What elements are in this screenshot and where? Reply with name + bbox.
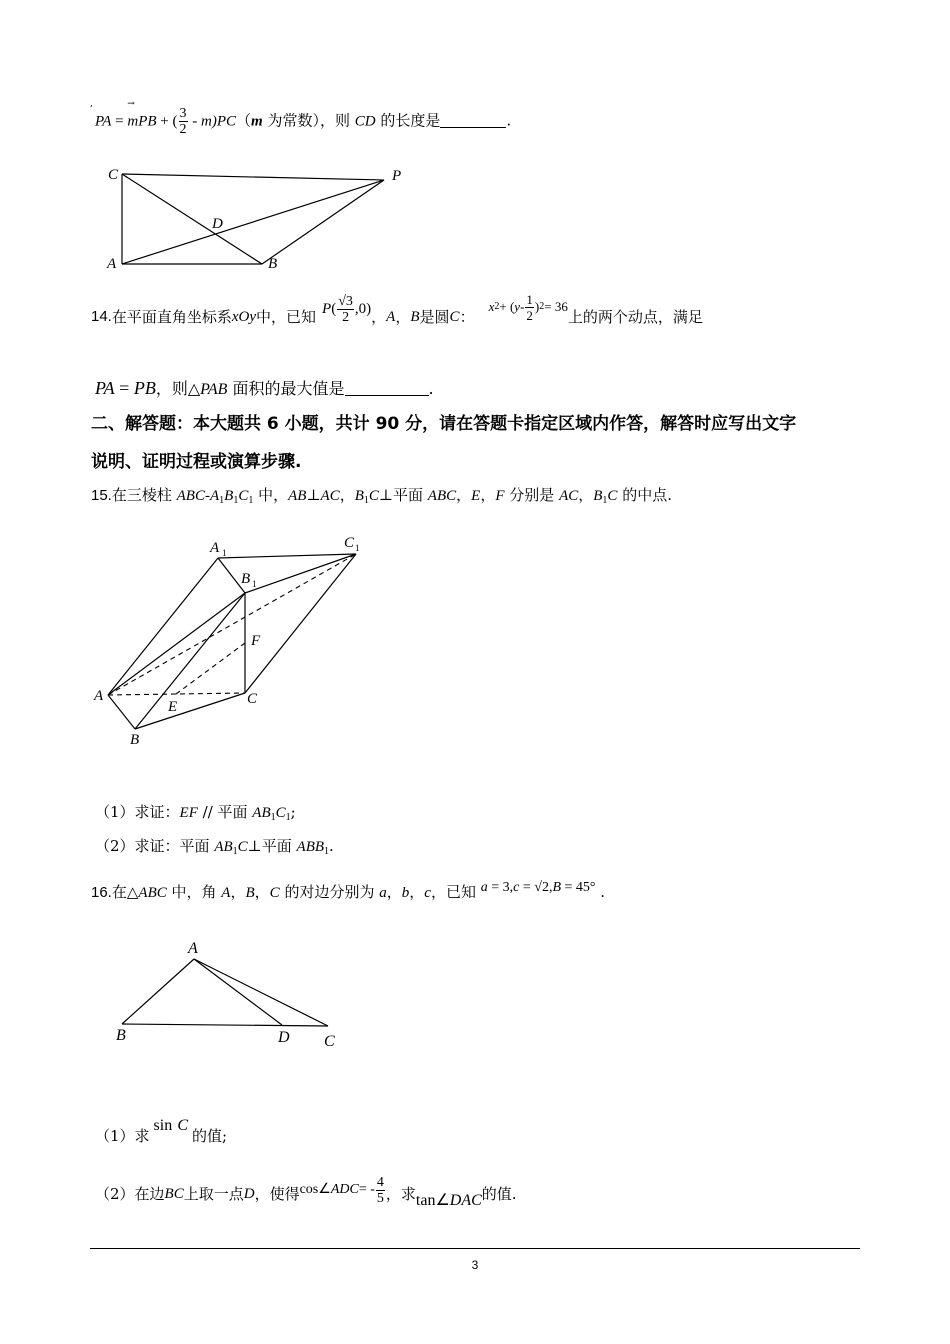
sin: sin	[153, 1117, 173, 1134]
period: .	[428, 379, 434, 398]
colon: ：	[459, 308, 475, 326]
frac-den: 2	[342, 309, 350, 325]
vector-pb: PB	[138, 113, 157, 130]
edge-a1c1	[218, 554, 356, 558]
q16-stem	[91, 882, 605, 904]
q14-text: ，则△	[155, 379, 201, 398]
vector-pc: PC	[216, 113, 237, 130]
q15-text: 中，	[253, 486, 289, 504]
perp-plane: ⊥平面	[378, 486, 428, 504]
side-c: c	[424, 885, 431, 901]
label-a1: A	[210, 540, 220, 556]
circle-equation	[489, 292, 568, 323]
frac-num: √3	[338, 293, 353, 309]
var-m: m	[127, 113, 139, 130]
paren-open: （	[236, 111, 252, 130]
eq: = -	[358, 1182, 375, 1197]
q14-text: 是圆	[419, 308, 450, 326]
cond-text: 为常数），则	[262, 111, 355, 130]
answer-blank[interactable]	[345, 381, 429, 396]
label-e: E	[168, 699, 178, 715]
sq: 2	[494, 301, 500, 312]
edge-bc	[135, 693, 245, 729]
sub: 1	[232, 846, 238, 857]
period: .	[600, 883, 606, 901]
y: y	[514, 299, 521, 314]
q16-part1	[95, 1112, 227, 1146]
label-a1-sub: 1	[222, 548, 227, 558]
label-d: D	[278, 1029, 290, 1046]
paren: (	[331, 301, 337, 317]
q15-text: 的中点.	[617, 486, 672, 504]
q16-text: 的对边分别为	[279, 883, 380, 901]
d: D	[243, 1186, 255, 1202]
edge-ab	[108, 695, 135, 729]
q14-text: 在平面直角坐标系	[111, 308, 232, 326]
period: .	[329, 837, 334, 855]
ac: AC	[559, 488, 579, 504]
b: B	[354, 488, 364, 504]
comma: ，	[456, 486, 472, 504]
abc: ABC	[427, 488, 457, 504]
frac-num: 4	[376, 1174, 384, 1190]
segment-ad	[194, 959, 282, 1025]
comma: ，	[371, 308, 387, 326]
fraction-sqrt3-2	[337, 294, 354, 325]
semicolon: ;	[290, 803, 296, 821]
part-label: （2）求证：平面	[95, 837, 215, 855]
label-c: C	[108, 167, 119, 183]
q16-text: ，求	[385, 1185, 416, 1203]
q15-text: 分别是	[504, 486, 560, 504]
b: B	[224, 488, 234, 504]
part-label: （1）求	[95, 1127, 150, 1145]
sub: 1	[285, 812, 291, 823]
point-b: B	[410, 309, 420, 325]
vector-arrow-marks: , →	[90, 99, 135, 109]
q16-text: 上取一点	[183, 1185, 244, 1203]
paren-close: )	[534, 299, 540, 314]
abb: ABB	[296, 839, 325, 855]
plus: + (	[156, 113, 178, 130]
section-heading-line1: 二、解答题：本大题共 6 小题，共计 90 分，请在答题卡指定区域内作答，解答时应写出文字	[91, 414, 797, 434]
ef: EF	[179, 805, 198, 821]
segment-cb	[122, 174, 262, 264]
equals: =	[111, 113, 128, 130]
q16-text: 中，角	[166, 883, 222, 901]
fraction-1-2	[525, 292, 534, 323]
ab: AB	[288, 488, 307, 504]
question-number: 16.	[91, 884, 112, 901]
comma: ，	[230, 883, 246, 901]
sub: 1	[233, 495, 239, 506]
q13-tail: 的长度是	[375, 111, 441, 130]
comma: ，	[480, 486, 496, 504]
q15-stem	[91, 485, 672, 511]
pb: PB	[133, 378, 156, 398]
prism: ABC-A	[176, 488, 220, 504]
label-c: C	[324, 1033, 335, 1050]
figure-triangle-abc	[110, 935, 360, 1055]
label-a: A	[188, 940, 198, 957]
label-f: F	[251, 633, 261, 649]
a: A	[221, 885, 231, 901]
abc: ABC	[138, 885, 167, 901]
circle-c: C	[449, 309, 460, 325]
frac-den: 5	[376, 1190, 384, 1206]
label-c: C	[247, 691, 258, 707]
b: B	[245, 885, 255, 901]
part-label: （2）在边	[95, 1185, 165, 1203]
minus-m: - m)	[188, 113, 217, 130]
edge-ab1	[108, 593, 245, 695]
c: C	[275, 805, 286, 821]
section-heading-line2: 说明、证明过程或演算步骤.	[91, 452, 302, 472]
footer-rule	[90, 1248, 860, 1249]
period: .	[506, 111, 512, 130]
q16-part2	[95, 1172, 517, 1216]
vector-pa: PA	[95, 113, 112, 130]
point-p	[322, 294, 371, 325]
edge-aa1	[108, 558, 218, 695]
comma: ，	[578, 486, 594, 504]
segment-bp	[262, 180, 384, 264]
rhs: = 36	[544, 299, 568, 314]
e: E	[471, 488, 481, 504]
bc: BC	[164, 1186, 184, 1202]
side-b: b	[401, 885, 410, 901]
c: C	[607, 488, 618, 504]
tan-dac	[416, 1190, 482, 1211]
ac: AC	[320, 488, 340, 504]
plus: + (	[499, 299, 515, 314]
q14-text: 上的两个动点，满足	[567, 308, 703, 326]
c: C	[269, 885, 280, 901]
frac-den: 2	[179, 122, 187, 137]
cos: cos∠	[299, 1182, 331, 1197]
side-bc	[122, 1024, 328, 1026]
ab: AB	[252, 805, 271, 821]
cond-m: m	[251, 113, 263, 130]
q13-line	[90, 99, 512, 137]
f: F	[495, 488, 505, 504]
edge-ac1-hidden	[108, 554, 356, 695]
segment-cp	[122, 174, 384, 180]
q14-line2	[95, 378, 434, 400]
q16-text: 的值.	[481, 1185, 517, 1203]
q14-line1	[91, 292, 703, 342]
p: P	[322, 301, 332, 317]
b: B	[593, 488, 603, 504]
q16-text: 的值;	[191, 1127, 228, 1145]
point-a: A	[386, 309, 396, 325]
perp: ⊥	[306, 486, 321, 504]
sub: 1	[363, 495, 369, 506]
sub: 1	[602, 495, 608, 506]
tan: tan∠	[415, 1191, 450, 1209]
triangle-pab: PAB	[200, 381, 228, 398]
label-d: D	[212, 216, 223, 232]
segment-cd: CD	[354, 113, 376, 130]
equals: =	[114, 378, 134, 398]
label-b: B	[268, 256, 278, 272]
label-b: B	[130, 732, 140, 748]
c: C	[177, 1117, 188, 1134]
page-number: 3	[471, 1258, 479, 1272]
c: c	[513, 880, 520, 895]
edge-bb1	[135, 593, 245, 729]
perp-plane: ⊥平面	[247, 837, 297, 855]
sin-c	[154, 1115, 188, 1136]
q15-part1	[95, 802, 296, 828]
sub: 1	[248, 495, 254, 506]
comma: ，	[339, 486, 355, 504]
c: C	[237, 839, 248, 855]
label-a: A	[107, 256, 117, 272]
dac: DAC	[449, 1191, 482, 1209]
a: a	[480, 880, 488, 895]
q16-text: 在△	[111, 883, 139, 901]
side-ac	[194, 959, 328, 1026]
pa: PA	[95, 378, 115, 398]
label-p: P	[392, 168, 402, 184]
minus: -	[520, 299, 525, 314]
edge-cc1	[245, 554, 356, 693]
label-b1-sub: 1	[252, 579, 257, 589]
q14-text: 中，已知	[256, 308, 317, 326]
comma: ，	[395, 308, 411, 326]
eq: = √2,	[519, 880, 553, 895]
figure-quadrilateral-cpba	[100, 160, 420, 280]
comma: ，	[409, 883, 425, 901]
coord-xoy: xOy	[231, 309, 257, 325]
eq: = 3,	[487, 880, 514, 895]
adc: ADC	[330, 1182, 359, 1197]
c: C	[368, 488, 379, 504]
side-a: a	[379, 885, 387, 901]
side-ab	[122, 959, 194, 1024]
label-b: B	[116, 1027, 126, 1044]
fraction-4-5	[376, 1175, 385, 1206]
sub: 1	[219, 495, 225, 506]
ab: AB	[214, 839, 233, 855]
label-c1: C	[344, 535, 355, 551]
fraction-3-2	[179, 106, 188, 137]
frac-num: 3	[179, 106, 187, 121]
label-b1: B	[241, 571, 251, 587]
given-values	[481, 879, 596, 895]
frac-num: 1	[526, 291, 533, 307]
q15-part2	[95, 836, 334, 862]
x: x	[488, 299, 495, 314]
segment-ap	[122, 180, 384, 264]
label-c1-sub: 1	[355, 543, 360, 553]
question-number: 15.	[91, 487, 112, 504]
sq: 2	[539, 301, 545, 312]
sub: 1	[324, 846, 330, 857]
label-a: A	[94, 688, 104, 704]
part-label: （1）求证：	[95, 803, 180, 821]
question-number: 14.	[91, 308, 112, 325]
comma: ，	[254, 883, 270, 901]
q15-text: 在三棱柱	[111, 486, 177, 504]
q16-text: ，使得	[254, 1185, 300, 1203]
cos-adc	[300, 1175, 386, 1206]
parallel-plane: // 平面	[197, 803, 253, 821]
edge-b1c1	[245, 554, 356, 593]
paren-close: ,0)	[354, 301, 372, 317]
q14-text: 面积的最大值是	[227, 379, 345, 398]
sub: 1	[270, 812, 276, 823]
eq: = 45°	[561, 880, 596, 895]
figure-prism	[90, 525, 390, 755]
comma: ，	[386, 883, 402, 901]
frac-den: 2	[526, 307, 533, 323]
answer-blank[interactable]	[440, 113, 506, 128]
b: B	[552, 880, 562, 895]
c: C	[238, 488, 249, 504]
q16-text: ，已知	[430, 883, 476, 901]
